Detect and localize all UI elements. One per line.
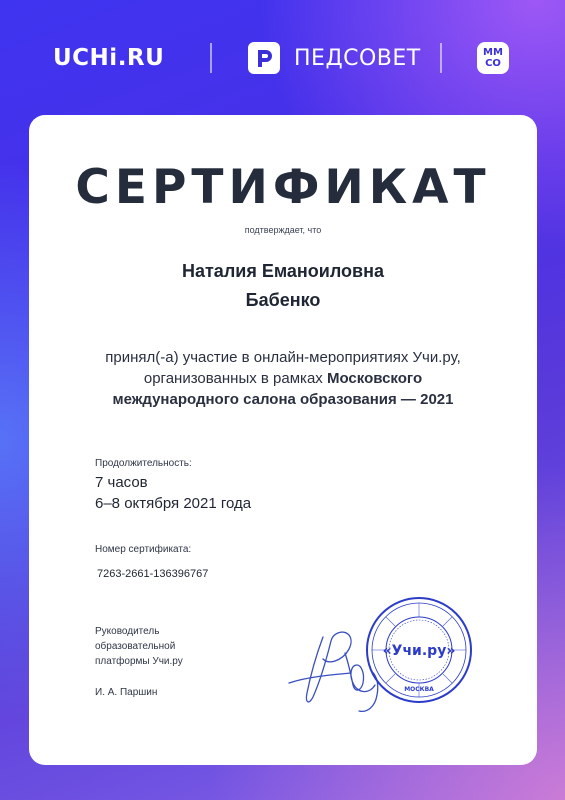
certificate-card [29, 115, 537, 765]
participation-text [69, 347, 497, 410]
participation-line2 [69, 368, 497, 389]
header-logos [0, 0, 565, 115]
pedsovet-logo-icon [248, 42, 280, 74]
certificate-title: СЕРТИФИКАТ [75, 160, 491, 215]
recipient-name [29, 257, 537, 315]
confirms-text: подтверждает, что [244, 225, 322, 235]
mmco-logo-bottom: СО [485, 58, 501, 69]
signer-name: И. А. Паршин [95, 687, 158, 698]
logo-divider [440, 43, 442, 73]
certificate-number: 7263-2661-136396767 [97, 568, 209, 580]
stamp-seal [364, 595, 474, 705]
participation-line1: принял(-а) участие в онлайн-мероприятиях Учи.ру, [105, 349, 461, 366]
event-name-part1: Московского [326, 370, 423, 387]
duration-hours: 7 часов [95, 474, 148, 491]
recipient-name-line1: Наталия Еманоиловна [181, 261, 384, 281]
event-name-part2: международного салона образования — 2021 [112, 391, 454, 408]
duration-label: Продолжительность: [95, 458, 192, 469]
participation-line2-plain: организованных в рамках [143, 370, 327, 387]
logo-divider [210, 43, 212, 73]
certificate-number-label: Номер сертификата: [95, 544, 192, 555]
pedsovet-logo: ПЕДСОВЕТ [294, 46, 421, 71]
duration-dates: 6–8 октября 2021 года [95, 495, 252, 512]
signature-label: Руководитель образовательной платформы Учи.ру [95, 626, 183, 667]
uchi-logo: UCHi.RU [53, 45, 165, 71]
stamp-city: МОСКВА [404, 686, 434, 693]
mmco-logo-top: ММ [483, 47, 503, 58]
participation-line3 [69, 389, 497, 410]
mmco-logo-icon [477, 42, 509, 74]
recipient-name-line2: Бабенко [245, 290, 321, 310]
stamp-center-text: «Учи.ру» [382, 643, 456, 659]
